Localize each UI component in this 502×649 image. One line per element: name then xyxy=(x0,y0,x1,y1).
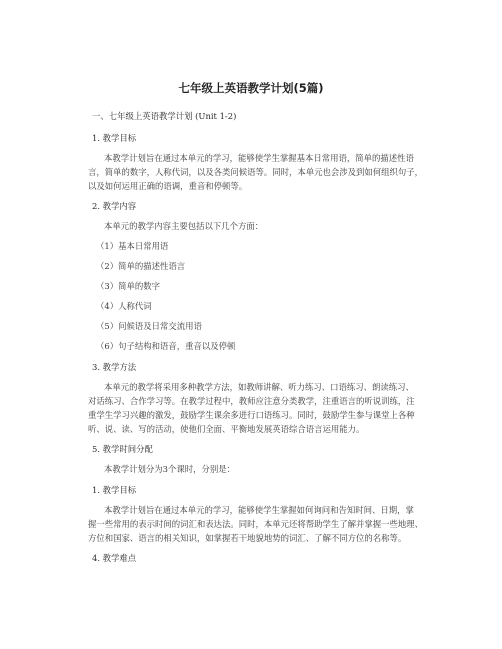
subheading-method: 3. 教学方法 xyxy=(92,362,137,372)
paragraph-line: 本教学计划旨在通过本单元的学习，能够使学生掌握基本日常用语，简单的描述性语 xyxy=(104,153,414,163)
paragraph-line: 听、说、读、写的活动，使他们全面、平衡地发展英语综合语言运用能力。 xyxy=(88,424,365,434)
paragraph-line: 握一些常用的表示时间的词汇和表达法。同时，本单元还将帮助学生了解并掌握一些地理、 xyxy=(88,519,423,529)
subheading-content: 2. 教学内容 xyxy=(92,201,137,211)
subheading-goal: 1. 教学目标 xyxy=(92,485,137,495)
document-title: 七年级上英语教学计划(5篇) xyxy=(178,81,324,95)
list-item: （1）基本日常用语 xyxy=(96,241,169,251)
paragraph-line: 对话练习、合作学习等。在教学过程中，教师应注意分类教学，注重语言的听说训练，注 xyxy=(88,396,415,406)
paragraph-line: 本教学计划分为3个课时，分别是： xyxy=(104,464,235,474)
subheading-difficulty: 4. 教学难点 xyxy=(92,553,137,563)
paragraph-line: 本教学计划旨在通过本单元的学习，能够使学生掌握如何询问和告知时间、日期，掌 xyxy=(104,505,414,515)
subheading-goal: 1. 教学目标 xyxy=(92,133,137,143)
paragraph-line: 方位和国家、语言的相关知识，如掌握若干地貌地势的词汇、了解不同方位的名称等。 xyxy=(88,533,407,543)
section-heading: 一、七年级上英语教学计划 (Unit 1-2) xyxy=(92,111,237,121)
paragraph-line: 以及如何运用正确的语调，重音和停顿等。 xyxy=(88,181,248,191)
list-item: （6）句子结构和语音，重音以及停顿 xyxy=(96,341,236,351)
paragraph-line: 重学生学习兴趣的激发，鼓励学生课余多进行口语练习。同时，鼓励学生参与课堂上各种 xyxy=(88,410,415,420)
list-item: （4）人称代词 xyxy=(96,301,152,311)
paragraph-line: 言，简单的数字，人称代词，以及各类问候语等。同时，本单元也会涉及到如何组织句子， xyxy=(88,167,423,177)
paragraph-line: 本单元的教学内容主要包括以下几个方面： xyxy=(104,221,264,231)
list-item: （3）简单的数字 xyxy=(96,281,160,291)
list-item: （2）简单的描述性语言 xyxy=(96,261,186,271)
paragraph-line: 本单元的教学将采用多种教学方法，如教师讲解、听力练习、口语练习、朗读练习、 xyxy=(104,382,414,392)
subheading-time: 5. 教学时间分配 xyxy=(92,444,153,454)
list-item: （5）问候语及日常交流用语 xyxy=(96,321,202,331)
